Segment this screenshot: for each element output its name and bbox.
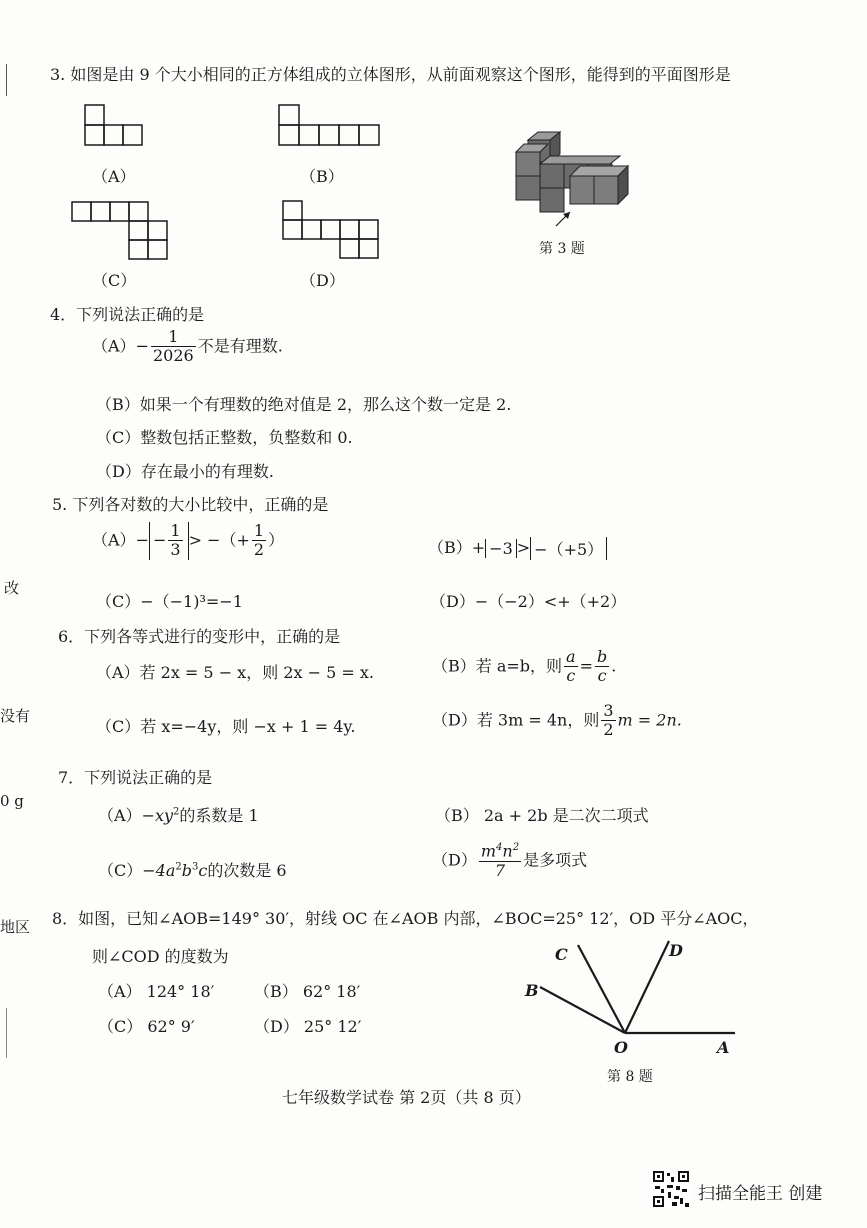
margin-mark: 地区	[0, 918, 31, 936]
q6-d-fraction	[601, 702, 615, 740]
q6-option-c[interactable]: （C）若 x=−4y，则 −x + 1 = 4y.	[96, 717, 356, 736]
question-6-stem: 6．下列各等式进行的变形中，正确的是	[58, 627, 341, 646]
q7-d-num-exp2: 2	[512, 842, 520, 853]
q3-cube-figure	[510, 128, 640, 228]
q8-label-b: B	[525, 981, 539, 1000]
q5-option-d[interactable]: （D）−（−2）<+（+2）	[430, 592, 627, 611]
q6-b-den1: c	[566, 666, 576, 686]
q7-c-exp2: 3	[192, 861, 199, 873]
q5-a-num2: 1	[253, 521, 265, 540]
scanner-watermark: 扫描全能王 创建	[698, 1184, 823, 1204]
q5-a-pre: −	[135, 530, 149, 550]
q5-a-label: （A）	[92, 530, 136, 550]
q5-a-den2: 2	[253, 540, 265, 560]
q7-d-num-base1: m	[480, 841, 497, 861]
q4-a-label: （A）	[92, 336, 136, 356]
q7-d-label: （D）	[432, 850, 477, 870]
q8-option-a[interactable]: （A） 124° 18′	[98, 982, 215, 1001]
margin-mark: 没有	[0, 707, 31, 725]
q6-d-den: 2	[603, 720, 614, 740]
ray-od	[625, 941, 669, 1033]
q5-a-fraction2	[252, 522, 266, 560]
question-4-stem: 4．下列说法正确的是	[50, 305, 205, 324]
q5-option-b[interactable]	[428, 535, 607, 560]
question-8-stem-line2: 则∠COD 的度数为	[92, 947, 229, 966]
q4-a-text: 不是有理数.	[197, 336, 283, 356]
q4-a-num: 1	[151, 328, 196, 347]
q8-option-b[interactable]: （B） 62° 18′	[254, 982, 361, 1001]
q6-b-fraction2	[595, 648, 609, 686]
q5-a-mid: > −（+	[188, 530, 250, 550]
q6-d-end: m = 2n.	[617, 710, 682, 730]
q6-b-num2: b	[597, 647, 608, 666]
q5-a-fraction	[168, 522, 182, 560]
q7-a-exp: 2	[173, 806, 180, 818]
q6-option-b[interactable]	[432, 648, 616, 686]
q7-c-expr2: b	[181, 861, 192, 880]
q4-a-sign: −	[135, 336, 149, 356]
q6-b-fraction1	[564, 648, 578, 686]
q8-label-d: D	[669, 941, 683, 960]
q8-label-c: C	[555, 945, 568, 964]
margin-line	[6, 64, 7, 96]
q7-d-den: 7	[494, 860, 506, 880]
q7-option-c[interactable]	[98, 858, 287, 881]
q7-d-fraction	[479, 842, 521, 880]
q8-label-o: O	[614, 1038, 628, 1057]
q4-option-d[interactable]: （D）存在最小的有理数.	[96, 462, 274, 481]
margin-line	[6, 1008, 7, 1058]
q3-option-d[interactable]: （D）	[300, 271, 345, 290]
q7-c-text: 的次数是 6	[207, 861, 287, 880]
q4-a-fraction	[151, 328, 196, 366]
q7-c-expr3: c	[198, 861, 208, 880]
q5-b-abs2: −（+5）	[530, 537, 607, 560]
q7-c-exp1: 2	[175, 861, 182, 873]
q3-figure-caption: 第 3 题	[539, 241, 585, 257]
q3-option-b[interactable]: （B）	[300, 167, 344, 186]
qr-code-icon	[652, 1170, 690, 1208]
margin-mark: 0 g	[0, 792, 24, 810]
q3-option-a[interactable]: （A）	[92, 167, 136, 186]
q4-a-den: 2026	[152, 346, 194, 366]
q6-d-num: 3	[603, 701, 614, 720]
q7-d-text: 是多项式	[523, 850, 588, 870]
q8-option-d[interactable]: （D） 25° 12′	[254, 1017, 362, 1036]
question-8-stem: 8．如图，已知∠AOB=149° 30′，射线 OC 在∠AOB 内部，∠BOC=25° 12′，OD 平分∠AOC，	[52, 909, 759, 928]
q4-option-c[interactable]: （C）整数包括正整数，负整数和 0.	[96, 428, 353, 447]
q5-a-inner-num: 1	[170, 521, 181, 540]
q8-figure-caption: 第 8 题	[607, 1069, 653, 1085]
q5-a-abs	[149, 522, 189, 560]
q5-a-inner-den: 3	[170, 540, 181, 560]
q3-option-b-figure	[279, 105, 399, 145]
q5-b-pre: +	[471, 538, 486, 557]
question-7-stem: 7．下列说法正确的是	[58, 768, 213, 787]
q5-a-end: ）	[268, 530, 285, 550]
q3-option-c-figure	[72, 202, 172, 262]
q3-option-c[interactable]: （C）	[92, 271, 137, 290]
q3-option-d-figure	[283, 201, 383, 261]
q4-option-a[interactable]	[92, 328, 283, 366]
q6-b-eq: =	[579, 656, 593, 676]
q7-d-num-base2: n	[502, 841, 513, 861]
q8-option-c[interactable]: （C） 62° 9′	[98, 1017, 195, 1036]
question-3-stem: 3. 如图是由 9 个大小相同的正方体组成的立体图形，从前面观察这个图形，能得到的平面图形是	[50, 65, 731, 84]
q5-option-c[interactable]: （C）−（−1)³=−1	[96, 592, 243, 611]
q6-option-a[interactable]: （A）若 2x = 5 − x，则 2x − 5 = x.	[96, 663, 374, 682]
q6-option-d[interactable]	[432, 702, 682, 740]
q7-a-label: （A）	[98, 806, 142, 825]
q7-option-a[interactable]	[98, 803, 259, 826]
q6-d-label: （D）若 3m = 4n，则	[432, 710, 600, 730]
q7-a-expr: −xy	[141, 806, 174, 825]
q7-d-num-exp1: 4	[496, 842, 503, 853]
q7-c-expr1: −4a	[142, 861, 176, 880]
page-footer: 七年级数学试卷 第 2页（共 8 页）	[282, 1088, 531, 1107]
q7-option-d[interactable]	[432, 842, 587, 880]
margin-mark: 改	[4, 579, 20, 597]
q6-b-end: .	[611, 656, 617, 676]
q5-b-mid: >	[516, 538, 531, 557]
q5-b-label: （B）	[428, 538, 472, 557]
q6-b-label: （B）若 a=b，则	[432, 656, 563, 676]
q7-d-num	[479, 842, 521, 862]
question-5-stem: 5. 下列各对数的大小比较中，正确的是	[52, 495, 329, 514]
q7-option-b[interactable]: （B） 2a + 2b 是二次二项式	[435, 806, 649, 825]
q4-option-b[interactable]: （B）如果一个有理数的绝对值是 2，那么这个数一定是 2.	[96, 395, 512, 414]
q8-label-a: A	[717, 1038, 730, 1057]
q5-b-abs1: −3	[485, 539, 517, 558]
q5-option-a[interactable]	[92, 522, 284, 560]
q3-option-a-figure	[85, 105, 145, 145]
q7-a-text: 的系数是 1	[179, 806, 259, 825]
q6-b-den2: c	[597, 666, 607, 686]
q6-b-num1: a	[566, 647, 576, 666]
q7-c-label: （C）	[98, 861, 143, 880]
q5-a-inner-sign: −	[152, 530, 167, 550]
